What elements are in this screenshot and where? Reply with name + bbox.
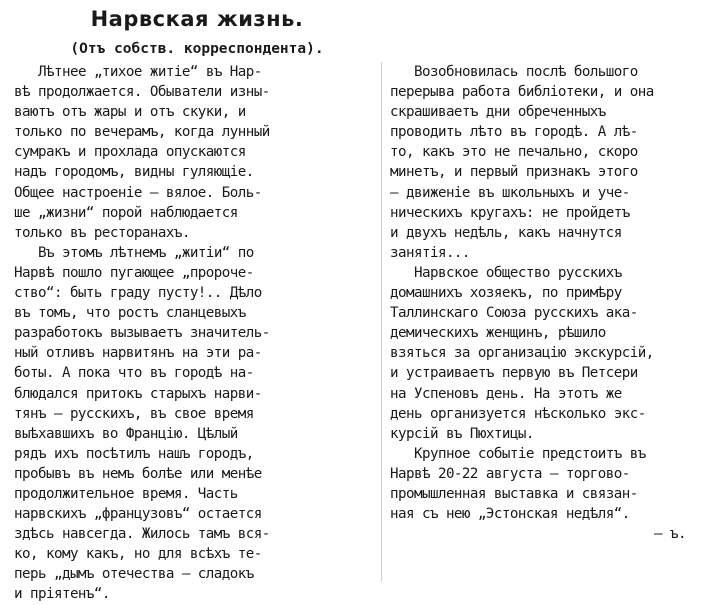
text-line: занятія...	[390, 244, 470, 261]
text-line: курсій въ Пюхтицы.	[390, 425, 534, 442]
text-line: демическихъ женщинъ, рѣшило	[390, 325, 606, 342]
text-line: и двухъ недѣль, какъ начнутся	[390, 224, 622, 241]
text-line: ство“: быть граду пусту!.. Дѣло	[14, 285, 262, 302]
author-signature: — ъ.	[654, 526, 686, 543]
article-title: Нарвская жизнь.	[90, 7, 304, 31]
text-line: ше „жизни“ порой наблюдается	[14, 204, 238, 221]
text-line: тянъ — русскихъ, въ свое время	[14, 405, 254, 422]
text-line: боты. А пока что въ городѣ на-	[14, 365, 254, 382]
text-line: ническихъ кругахъ: не пройдетъ	[390, 204, 630, 221]
text-line: проводить лѣто въ городѣ. А лѣ-	[390, 124, 638, 141]
text-line: и устраиваетъ первую въ Петсери	[390, 365, 638, 382]
text-line: домашнихъ хозяекъ, по примѣру	[390, 285, 622, 302]
text-line: то, какъ это не печально, скоро	[390, 144, 638, 161]
column-divider	[381, 62, 382, 582]
text-line: пробывъ въ немъ болѣе или менѣе	[14, 465, 262, 482]
text-line: Нарвѣ 20-22 августа — торгово-	[390, 465, 630, 482]
text-line: сумракъ и прохлада опускаются	[14, 144, 246, 161]
text-line: перь „дымъ отечества — сладокъ	[14, 566, 254, 583]
left-column	[14, 62, 376, 605]
text-line: блюдался притокъ старыхъ нарви-	[14, 385, 262, 402]
text-line: Таллинскаго Союза русскихъ ака-	[390, 305, 638, 322]
text-line: промышленная выставка и связан-	[390, 485, 638, 502]
text-line: минетъ, и первый признакъ этого	[390, 164, 638, 181]
text-line: Крупное событіе предстоитъ въ	[414, 445, 646, 462]
text-line: вѣ продолжается. Обыватели изны-	[14, 84, 270, 101]
text-line: ная съ нею „Эстонская недѣля“.	[390, 506, 630, 523]
text-line: здѣсь навсегда. Жилось тамъ вся-	[14, 526, 270, 543]
article-subtitle: (Отъ собств. корреспондента).	[70, 41, 324, 57]
text-line: Въ этомъ лѣтнемъ „житіи“ по	[38, 244, 254, 261]
text-line: скрашиваетъ дни обреченныхъ	[390, 104, 606, 121]
text-line: ко, кому какъ, но для всѣхъ те-	[14, 546, 262, 563]
text-line: только въ ресторанахъ.	[14, 224, 190, 241]
text-line: Нарвское общество русскихъ	[414, 264, 622, 281]
text-line: продолжительное время. Часть	[14, 485, 238, 502]
text-line: перерыва работа библіотеки, и она	[390, 84, 654, 101]
text-line: надъ городомъ, видны гуляющіе.	[14, 164, 254, 181]
text-line: нарвскихъ „французовъ“ остается	[14, 506, 262, 523]
text-line: Общее настроеніе — вялое. Боль-	[14, 184, 262, 201]
text-line: ваютъ отъ жары и отъ скуки, и	[14, 104, 246, 121]
text-line: выѣхавшихъ во Францію. Цѣлый	[14, 425, 238, 442]
text-line: Возобновилась послѣ большого	[414, 64, 638, 80]
text-line: взяться за организацію экскурсій,	[390, 345, 654, 362]
right-column	[390, 62, 694, 544]
text-line: — движеніе въ школьныхъ и уче-	[390, 184, 630, 201]
text-line: и пріятенъ“.	[14, 586, 110, 603]
text-line: разработокъ вызываетъ значитель-	[14, 325, 270, 342]
text-line: день организуется нѣсколько экс-	[390, 405, 646, 422]
text-line: рядъ ихъ посѣтилъ нашъ городъ,	[14, 445, 254, 462]
text-line: Лѣтнее „тихое житіе“ въ Нар-	[38, 64, 262, 80]
text-line: въ томъ, что ростъ сланцевыхъ	[14, 305, 246, 322]
text-line: ный отливъ нарвитянъ на эти ра-	[14, 345, 262, 362]
text-line: на Успеновъ день. На этотъ же	[390, 385, 622, 402]
text-line: Нарвѣ пошло пугающее „пророче-	[14, 264, 254, 281]
text-line: только по вечерамъ, когда лунный	[14, 124, 270, 141]
